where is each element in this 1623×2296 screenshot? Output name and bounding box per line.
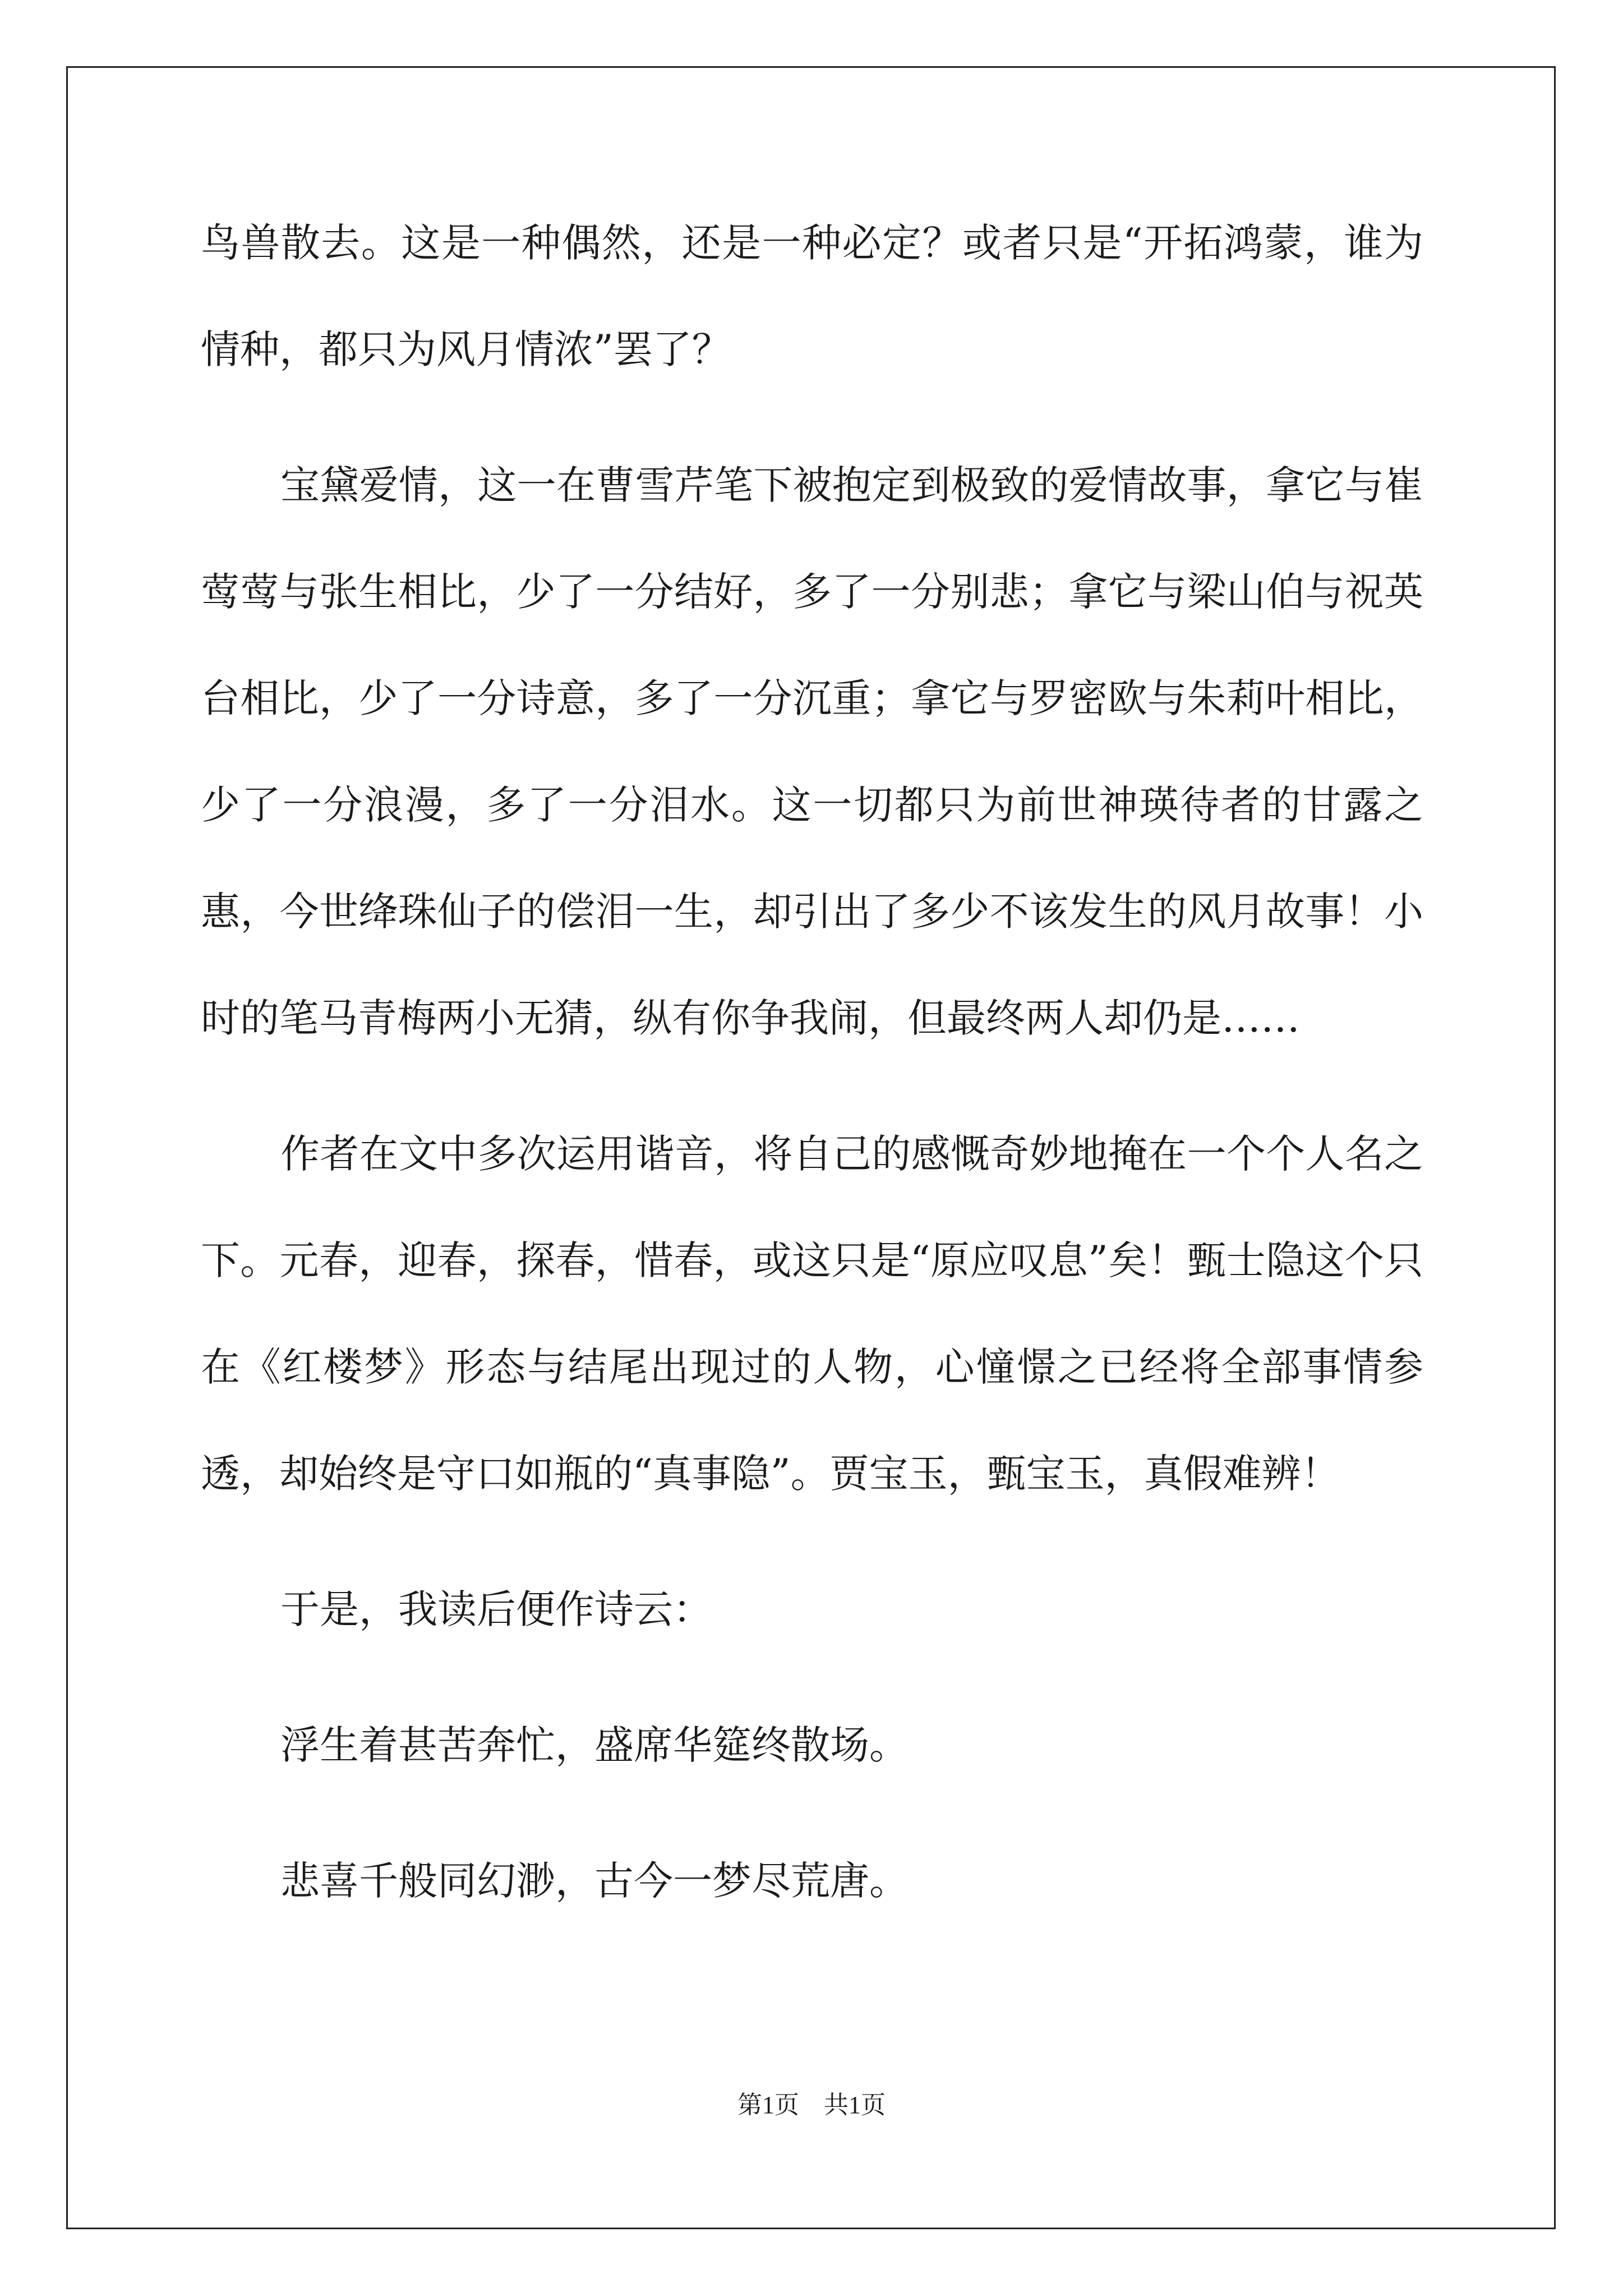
paragraph-2: 宝黛爱情，这一在曹雪芹笔下被抱定到极致的爱情故事，拿它与崔莺莺与张生相比，少了一分结好，多了一分别悲；拿它与梁山伯与祝英台相比，少了一分诗意，多了一分沉重；拿它与罗密欧与朱莉叶相比，少了一分浪漫，多了一分泪水。这一切都只为前世神瑛待者的甘露之惠，今世绛珠仙子的偿泪一生，却引出了多少不该发生的风月故事！小时的笔马青梅两小无猜，纵有你争我闹，但最终两人却仍是…… xyxy=(201,462,1423,1041)
paragraph-3: 作者在文中多次运用谐音，将自己的感慨奇妙地掩在一个个人名之下。元春，迎春，探春，惜春，或这只是“原应叹息”矣！甄士隐这个只在《红楼梦》形态与结尾出现过的人物，心憧憬之已经将全部事情参透，却始终是守口如瓶的“真事隐”。贾宝玉，甄宝玉，真假难辨！ xyxy=(201,1131,1423,1497)
poem-line-2: 悲喜千般同幻渺，古今一梦尽荒唐。 xyxy=(280,1858,909,1904)
page-footer: 第1页 共1页 xyxy=(737,2091,886,2119)
poem-line-1: 浮生着甚苦奔忙，盛席华筵终散场。 xyxy=(280,1722,909,1768)
paragraph-1: 鸟兽散去。这是一种偶然，还是一种必定？或者只是“开拓鸿蒙，谁为情种，都只为风月情浓”罢了？ xyxy=(201,220,1423,372)
paragraph-4: 于是，我读后便作诗云： xyxy=(280,1586,712,1632)
document-body xyxy=(201,213,1423,1963)
